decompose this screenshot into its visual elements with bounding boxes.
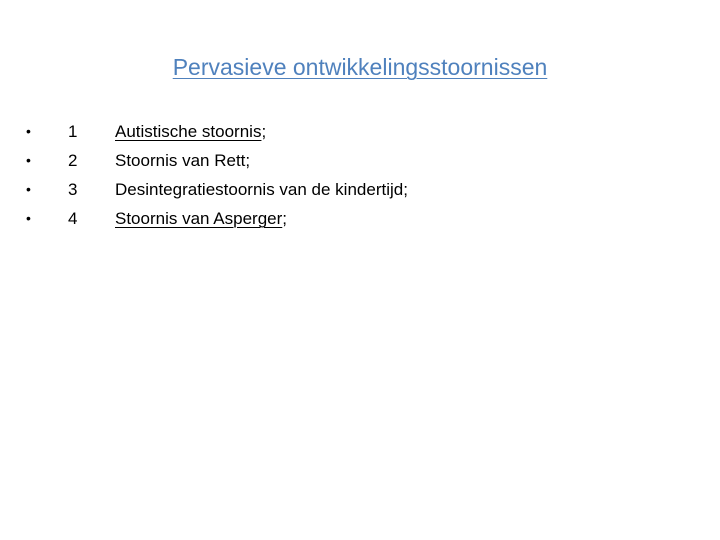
item-number: 1	[68, 122, 78, 141]
bullet-icon: •	[26, 152, 31, 168]
list-item	[26, 175, 686, 204]
item-text	[115, 175, 408, 204]
disorder-list	[26, 117, 686, 233]
item-number: 3	[68, 180, 78, 199]
bullet-icon: •	[26, 181, 31, 197]
list-item	[26, 146, 686, 175]
item-text-rest: Desintegratiestoornis van de kindertijd;	[115, 180, 408, 199]
item-text-rest: ;	[261, 122, 267, 141]
item-text-underlined: Autistische stoornis	[115, 122, 262, 141]
item-text	[115, 146, 250, 175]
bullet-icon: •	[26, 123, 31, 139]
item-number: 4	[68, 209, 78, 228]
item-text-rest: Stoornis van Rett;	[115, 151, 251, 170]
list-item	[26, 204, 686, 233]
item-text-rest: ;	[282, 209, 287, 228]
list-item	[26, 117, 686, 146]
item-text	[115, 204, 287, 233]
bullet-icon: •	[26, 210, 31, 226]
item-number: 2	[68, 151, 78, 170]
slide-title: Pervasieve ontwikkelingsstoornissen	[172, 54, 548, 80]
item-text-underlined: Stoornis van Asperger	[115, 209, 283, 228]
item-text	[115, 117, 266, 146]
